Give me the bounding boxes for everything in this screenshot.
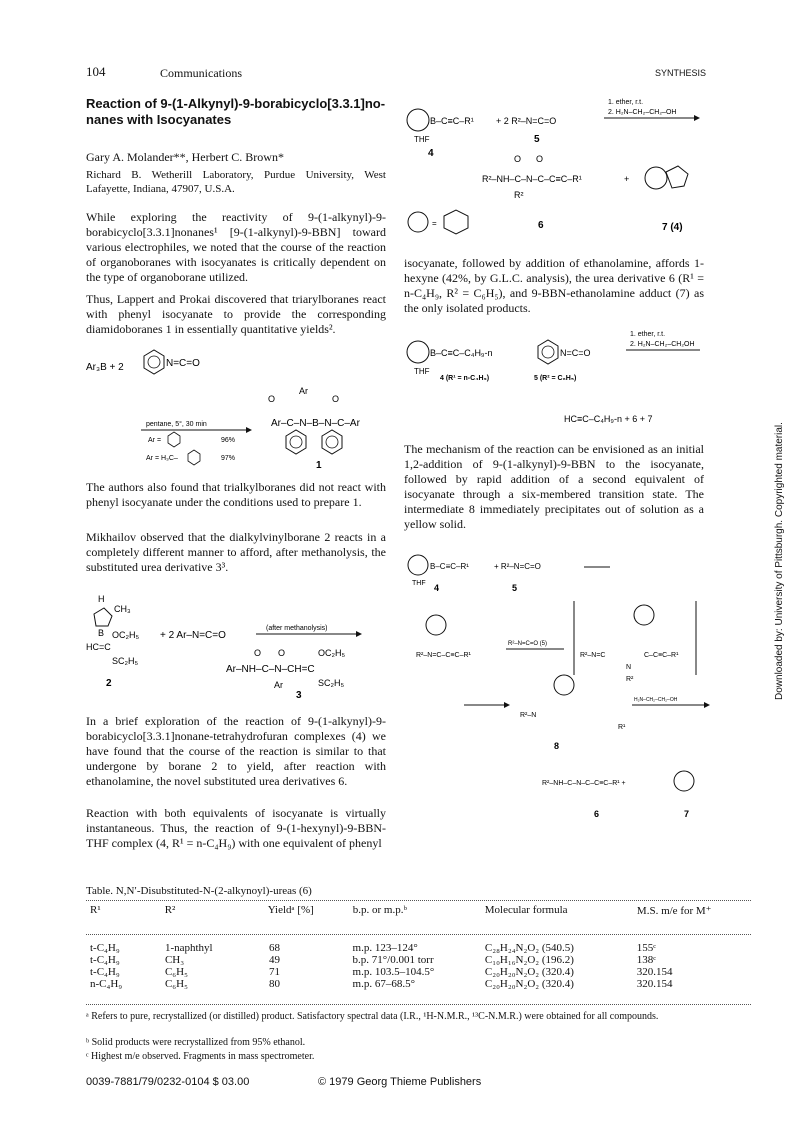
bbn-icon <box>407 109 429 131</box>
s2-ch3: CH₃ <box>114 604 131 614</box>
journal-name: SYNTHESIS <box>655 68 707 78</box>
s1-cond: pentane, 5°, 30 min <box>146 421 207 428</box>
footnote-c: ᶜ Highest m/e observed. Fragments in mass spectrometer. <box>86 1051 315 1062</box>
scheme-5 <box>404 545 714 825</box>
s5-n: N <box>626 664 632 671</box>
col-formula: Molecular formula <box>484 904 568 916</box>
s3-num6: 6 <box>538 220 544 231</box>
s4-cond1: 1. ether, r.t. <box>630 331 666 338</box>
s2-cond: (after methanolysis) <box>266 625 328 632</box>
s2-b: B <box>98 628 105 638</box>
s4-cond2: 2. H₂N–CH₂–CH₂OH <box>630 341 695 348</box>
table-row: t-C₄H₉ C₆H₅ 71 m.p. 103.5–104.5° C₂₀H₂₀N₂O₂ (320.4) 320.154 <box>90 966 673 978</box>
s3-cond1: 1. ether, r.t. <box>608 99 644 106</box>
s4-thf: THF <box>414 367 430 376</box>
s2-hc: HC=C <box>86 642 111 652</box>
s3-num5: 5 <box>534 134 540 145</box>
s1-product: Ar–C–N–B–N–C–Ar <box>271 418 360 429</box>
table-caption: Table. N,N′-Disubstituted-N-(2-alkynoyl)-ureas (6) <box>86 885 312 897</box>
s3-num4: 4 <box>428 148 434 159</box>
scheme-1 <box>86 340 386 470</box>
svg-text:O: O <box>268 394 276 404</box>
s1-pct2: 97% <box>221 455 236 462</box>
scheme-4 <box>404 322 704 432</box>
s2-sc2h5: SC₂H₅ <box>112 656 139 666</box>
s4-nco: N=C=O <box>560 348 591 358</box>
scheme-3 <box>404 90 704 250</box>
s3-plus2: + <box>624 174 630 184</box>
s5-plus: + R²–N=C=O <box>494 562 541 571</box>
paragraph-4: Mikhailov observed that the dialkylvinylborane 2 reacts in a completely different manner to afford, after methanolysis, the substituted urea derivative 3³. <box>86 530 386 574</box>
article-affiliation: Richard B. Wetherill Laboratory, Purdue University, West Lafayette, Indiana, 47907, U.S.A. <box>86 169 386 195</box>
s5-ts2: C–C≡C–R¹ <box>644 652 679 659</box>
s5-prod: R²–NH–C–N–C–C≡C–R¹ + <box>542 780 626 787</box>
col-bp: b.p. or m.p.ᵇ <box>352 904 407 916</box>
col-ms: M.S. m/e for M⁺ <box>636 905 712 917</box>
s5-arrow: R²–N=C=O (5) <box>508 641 548 647</box>
footer-code: 0039-7881/79/0232-0104 $ 03.00 <box>86 1076 250 1088</box>
s2-num2: 2 <box>106 678 112 689</box>
s4-num4: 4 (R¹ = n-C₄H₉) <box>440 375 490 382</box>
download-notice: Downloaded by: University of Pittsburgh. Copyrighted material. <box>774 422 785 700</box>
paragraph-1: While exploring the reactivity of 9-(1-alkynyl)-9-borabicyclo[3.3.1]nonanes¹ [9-(1-alkynyl)-9-BBN] toward various electrophiles, we noted that the course of the reaction of organoboranes with isocyanates is critically dependent on the type of organoborane utilized. <box>86 210 386 284</box>
s3-urea: R²–NH–C–N–C–C≡C–R¹ <box>482 174 582 184</box>
data-table <box>86 904 746 917</box>
s2-oc2h5-b: OC₂H₅ <box>318 648 346 658</box>
svg-text:O: O <box>536 154 544 164</box>
s1-pct1: 96% <box>221 437 236 444</box>
s2-sc2h5-b: SC₂H₅ <box>318 678 345 688</box>
s5-num5: 5 <box>512 583 518 593</box>
table-row: t-C₄H₉ 1-naphthyl 68 m.p. 123–124° C₂₈H₂₄N₂O₂ (540.5) 155ᶜ <box>90 942 657 954</box>
paragraph-8: The mechanism of the reaction can be envisioned as an initial 1,2-addition of 9-(1-alkynyl)-9-BBN to the isocyanate, followed by rapid addition of a second equivalent of isocyanate through a six-membered transition state. The intermediate 8 immediately precipitates out of solution as a yellow solid. <box>404 442 704 531</box>
s2-ar: Ar <box>274 680 283 690</box>
paragraph-7: isocyanate, followed by addition of ethanolamine, affords 1-hexyne (42%, by G.L.C. analysis), the urea derivative 6 (R¹ = n-C₄H₉, R² = C₆H₅), and 9-BBN-ethanolamine adduct (7) as the only isolated products. <box>404 256 704 315</box>
col-r1: R¹ <box>90 904 101 916</box>
paragraph-2: Thus, Lappert and Prokai discovered that triarylboranes react with phenyl isocyanate to provide the corresponding diamidoboranes 1 in essentially quantitative yields². <box>86 292 386 336</box>
paragraph-6: Reaction with both equivalents of isocyanate is virtually instantaneous. Thus, the reaction of 9-(1-hexynyl)-9-BBN-THF complex (4, R¹ = n-C₄H₉) with one equivalent of phenyl <box>86 806 386 850</box>
svg-text:O: O <box>278 648 286 658</box>
svg-text:O: O <box>254 648 262 658</box>
article-authors: Gary A. Molander**, Herbert C. Brown* <box>86 150 284 164</box>
col-yield: Yieldᵃ [%] <box>267 904 314 916</box>
col-r2: R² <box>164 904 176 916</box>
s1-reagent: Ar₃B + 2 <box>86 362 124 373</box>
borolane-ring-icon <box>94 608 112 626</box>
s3-r2: R² <box>514 190 524 200</box>
s3-plus: + 2 R²–N=C=O <box>496 116 557 126</box>
s3-thf: THF <box>414 135 430 144</box>
s3-num7: 7 (4) <box>662 222 683 233</box>
s3-eq: = <box>432 219 437 228</box>
s2-reagent: + 2 Ar–N=C=O <box>160 630 226 641</box>
s5-num6: 6 <box>594 809 600 819</box>
svg-text:O: O <box>332 394 340 404</box>
scheme-2 <box>86 592 386 702</box>
table-row: t-C₄H₉ CH₃ 49 b.p. 71°/0.001 torr C₁₀H₁₆N₂O₂ (196.2) 138ᶜ <box>90 954 657 966</box>
paragraph-3: The authors also found that trialkylboranes did not react with phenyl isocyanate under the conditions used to prepare 1. <box>86 480 386 509</box>
s5-r1: R¹ <box>618 724 626 731</box>
s1-num: 1 <box>316 460 322 470</box>
s4-prod: HC≡C–C₄H₉-n + 6 + 7 <box>564 414 653 424</box>
table-body <box>86 942 746 990</box>
s5-num7: 7 <box>684 809 690 819</box>
s4-num5: 5 (R² = C₆H₅) <box>534 375 577 382</box>
s2-product: Ar–NH–C–N–CH=C <box>226 664 315 675</box>
s5-ts: R²–N=C <box>580 652 606 659</box>
article-title: Reaction of 9-(1-Alkynyl)-9-borabicyclo[3.3.1]no-nanes with Isocyanates <box>86 96 386 127</box>
s5-int: R²–N=C–C≡C–R¹ <box>416 652 471 659</box>
s1-ar1: Ar = <box>148 437 162 444</box>
footnote-a: ᵃ Refers to pure, recrystallized (or distilled) product. Satisfactory spectral data (I.R., ¹H-N.M.R., ¹³C-N.M.R.) were obtained for all compounds. <box>86 1011 659 1022</box>
benzene-ring-icon <box>144 350 164 374</box>
s5-int8: R²–N <box>520 712 537 719</box>
s5-b: B–C≡C–R¹ <box>430 562 469 571</box>
s5-thf: THF <box>412 580 426 587</box>
footer-copyright: © 1979 Georg Thieme Publishers <box>318 1076 482 1088</box>
s1-ar2: Ar = H₃C– <box>146 455 178 462</box>
footnote-b: ᵇ Solid products were recrystallized from 95% ethanol. <box>86 1037 306 1048</box>
section-name: Communications <box>160 66 242 80</box>
s5-r2: R² <box>626 676 634 683</box>
table-row: n-C₄H₉ C₆H₅ 80 m.p. 67–68.5° C₂₀H₂₀N₂O₂ (320.4) 320.154 <box>90 978 673 990</box>
s4-b: B–C≡C–C₄H₉-n <box>430 348 493 358</box>
s5-num4: 4 <box>434 583 440 593</box>
s2-oc2h5: OC₂H₅ <box>112 630 140 640</box>
svg-text:O: O <box>514 154 522 164</box>
page-number: 104 <box>86 64 106 79</box>
paragraph-5: In a brief exploration of the reaction of 9-(1-alkynyl)-9-borabicyclo[3.3.1]nonane-tetrahydrofuran complexes (4) we have found that the course of the reaction is similar to that undergone by borane 2 to yield, after reaction with ethanolamine, the novel substituted urea derivatives 6. <box>86 714 386 788</box>
s2-num3: 3 <box>296 690 302 701</box>
s3-cond2: 2. H₂N–CH₂–CH₂–OH <box>608 109 677 116</box>
s3-b: B–C≡C–R¹ <box>430 116 474 126</box>
s1-nco: N=C=O <box>166 358 200 369</box>
svg-text:Ar: Ar <box>299 386 308 396</box>
s5-cond: H₂N–CH₂–CH₂–OH <box>634 697 678 703</box>
s2-h: H <box>98 594 105 604</box>
s5-num8: 8 <box>554 741 560 751</box>
